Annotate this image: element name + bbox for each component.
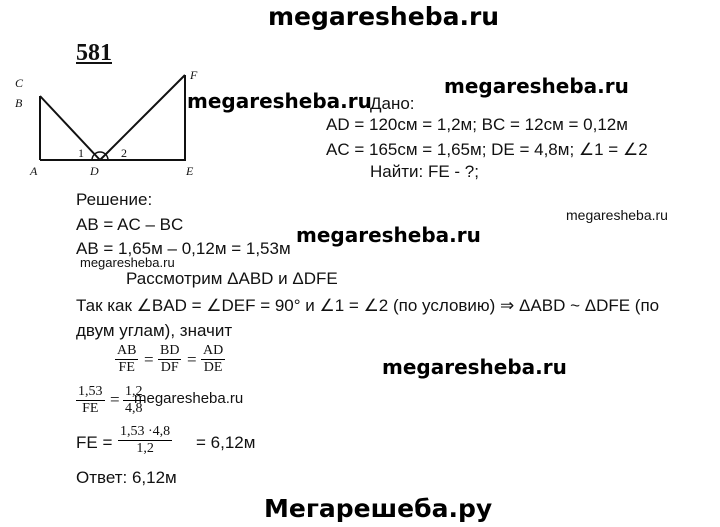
fraction-denominator: FE xyxy=(118,360,135,375)
fraction-denominator: DE xyxy=(203,360,223,375)
given-find: Найти: FE - ?; xyxy=(370,162,479,181)
fraction-numerator: 1,53 ·4,8 xyxy=(120,424,171,439)
equals-sign: = xyxy=(110,390,120,409)
fraction-153-fe xyxy=(76,384,105,417)
solution-title: Решение: xyxy=(76,190,153,209)
fe-result: = 6,12м xyxy=(196,433,256,452)
solution-line-5: двум углам), значит xyxy=(76,321,233,340)
fraction-denominator: 4,8 xyxy=(125,401,143,416)
label-d: D xyxy=(90,164,99,178)
fraction-numerator: 1,53 xyxy=(78,384,103,399)
fraction-numerator: BD xyxy=(160,343,180,358)
fraction-ad-de xyxy=(201,343,225,376)
given-line-1: AD = 120см = 1,2м; BC = 12см = 0,12м xyxy=(326,115,628,134)
fraction-fe-calc xyxy=(118,424,172,457)
fraction-denominator: 1,2 xyxy=(136,441,154,456)
label-e: E xyxy=(186,164,194,178)
label-f: F xyxy=(190,68,198,82)
fraction-denominator: DF xyxy=(160,360,179,375)
segment-df xyxy=(100,75,185,160)
watermark-small-right: megaresheba.ru xyxy=(566,207,668,223)
equals-sign: = xyxy=(187,350,197,369)
watermark-solution-left: megaresheba.ru xyxy=(80,255,175,270)
watermark-given: megaresheba.ru xyxy=(444,74,629,98)
equals-sign: = xyxy=(144,350,154,369)
watermark-bottom: Мегарешеба.ру xyxy=(264,494,493,523)
solution-line-1: AB = AC – BC xyxy=(76,215,184,234)
answer: Ответ: 6,12м xyxy=(76,468,177,487)
geometry-diagram xyxy=(24,68,204,178)
fraction-12-48 xyxy=(123,384,145,417)
watermark-solution-mid: megaresheba.ru xyxy=(296,223,481,247)
watermark-top: megaresheba.ru xyxy=(268,2,500,31)
label-a: A xyxy=(30,164,38,178)
label-angle-1: 1 xyxy=(78,146,84,160)
fraction-bd-df xyxy=(158,343,181,376)
watermark-frac-small: megaresheba.ru xyxy=(134,390,244,407)
solution-line-4: Так как ∠BAD = ∠DEF = 90° и ∠1 = ∠2 (по условию) ⇒ ΔABD ~ ΔDFE (по xyxy=(76,296,660,315)
fraction-numerator: 1,2 xyxy=(125,384,143,399)
given-line-2: AC = 165см = 1,65м; DE = 4,8м; ∠1 = ∠2 xyxy=(326,140,648,159)
given-title: Дано: xyxy=(370,94,415,113)
fe-prefix: FE = xyxy=(76,433,113,452)
fraction-denominator: FE xyxy=(82,401,99,416)
solution-line-2: AB = 1,65м – 0,12м = 1,53м xyxy=(76,239,291,258)
fraction-numerator: AB xyxy=(117,343,137,358)
fraction-numerator: AD xyxy=(203,343,224,358)
solution-line-3: Рассмотрим ΔABD и ΔDFE xyxy=(126,269,338,288)
problem-number: 581 xyxy=(76,40,112,66)
watermark-frac-mid: megaresheba.ru xyxy=(382,355,567,379)
watermark-diagram: megaresheba.ru xyxy=(187,89,372,113)
label-c: C xyxy=(15,76,24,90)
label-b: B xyxy=(15,96,23,110)
segment-bd xyxy=(40,96,100,160)
label-angle-2: 2 xyxy=(121,146,127,160)
fraction-ab-fe xyxy=(115,343,138,376)
